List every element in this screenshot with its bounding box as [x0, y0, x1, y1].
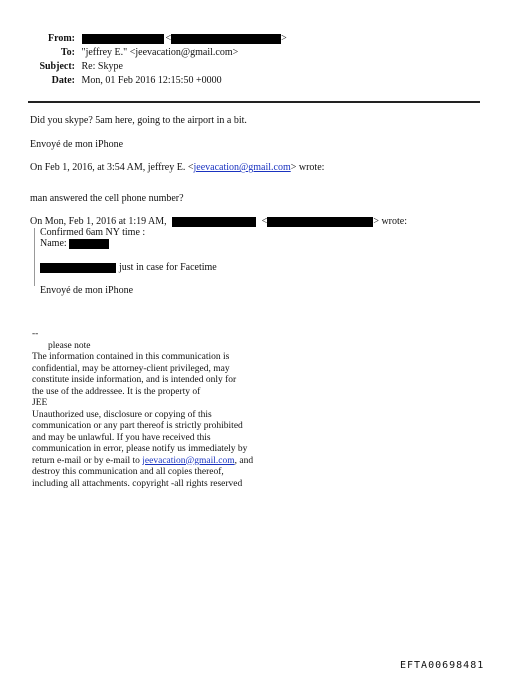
- to-row: [0, 47, 238, 59]
- from-row: From: < >: [0, 33, 287, 45]
- quote-header-2: On Mon, Feb 1, 2016 at 1:19 AM, < > wrote:: [30, 216, 407, 227]
- message-signature-1: Envoyé de mon iPhone: [30, 139, 124, 150]
- message-signature-2: Envoyé de mon iPhone: [40, 285, 134, 296]
- date-row: [0, 75, 222, 87]
- disclaimer-dashes: --: [32, 329, 39, 339]
- name-row: Name:: [40, 238, 109, 250]
- date-label: Date:: [51, 75, 75, 86]
- disclaimer-email-link[interactable]: jeevacation@gmail.com: [142, 455, 235, 466]
- confirmed-line: Confirmed 6am NY time :: [40, 227, 146, 238]
- redacted-quote-email: [267, 217, 373, 227]
- quote-header-1: On Feb 1, 2016, at 3:54 AM, jeffrey E. <jeevacation@gmail.com> wrote:: [30, 162, 325, 173]
- redacted-phone: [40, 263, 116, 273]
- message-line-3: man answered the cell phone number?: [30, 193, 184, 204]
- header-divider: [28, 101, 480, 103]
- subject-row: [0, 61, 123, 73]
- quote-bar: [34, 228, 35, 286]
- to-label: To:: [60, 47, 75, 58]
- from-label: From:: [47, 33, 75, 44]
- facetime-row: just in case for Facetime: [40, 262, 217, 274]
- redacted-sender-name: [82, 34, 164, 44]
- redacted-quote-name: [172, 217, 256, 227]
- disclaimer-body: The information contained in this communication is confidential, may be attorney-client privileged, may constitute inside information, and is intended only for the use of the addressee. It is the property of JEE Unauthorized use, disclosure or copying of this communication or any part thereof is strictly prohibited and may be unlawful. If you have received this communication in error, please notify us immediately by return e-mail or by e-mail to jeevacation@gmail.com, and destroy this communication and all copies thereof, including all attachments. copyright -all rights reserved: [32, 352, 254, 489]
- disclaimer-note: please note: [48, 341, 91, 351]
- quote-email-link[interactable]: jeevacation@gmail.com: [193, 162, 291, 173]
- subject-label: Subject:: [39, 61, 75, 72]
- message-line-1: Did you skype? 5am here, going to the airport in a bit.: [30, 115, 247, 126]
- to-value: "jeffrey E." <jeevacation@gmail.com>: [81, 47, 239, 58]
- date-value: Mon, 01 Feb 2016 12:15:50 +0000: [81, 75, 222, 86]
- redacted-sender-email: [171, 34, 281, 44]
- document-id: EFTA00698481: [400, 660, 485, 671]
- subject-value: Re: Skype: [81, 61, 123, 72]
- redacted-name: [69, 239, 109, 249]
